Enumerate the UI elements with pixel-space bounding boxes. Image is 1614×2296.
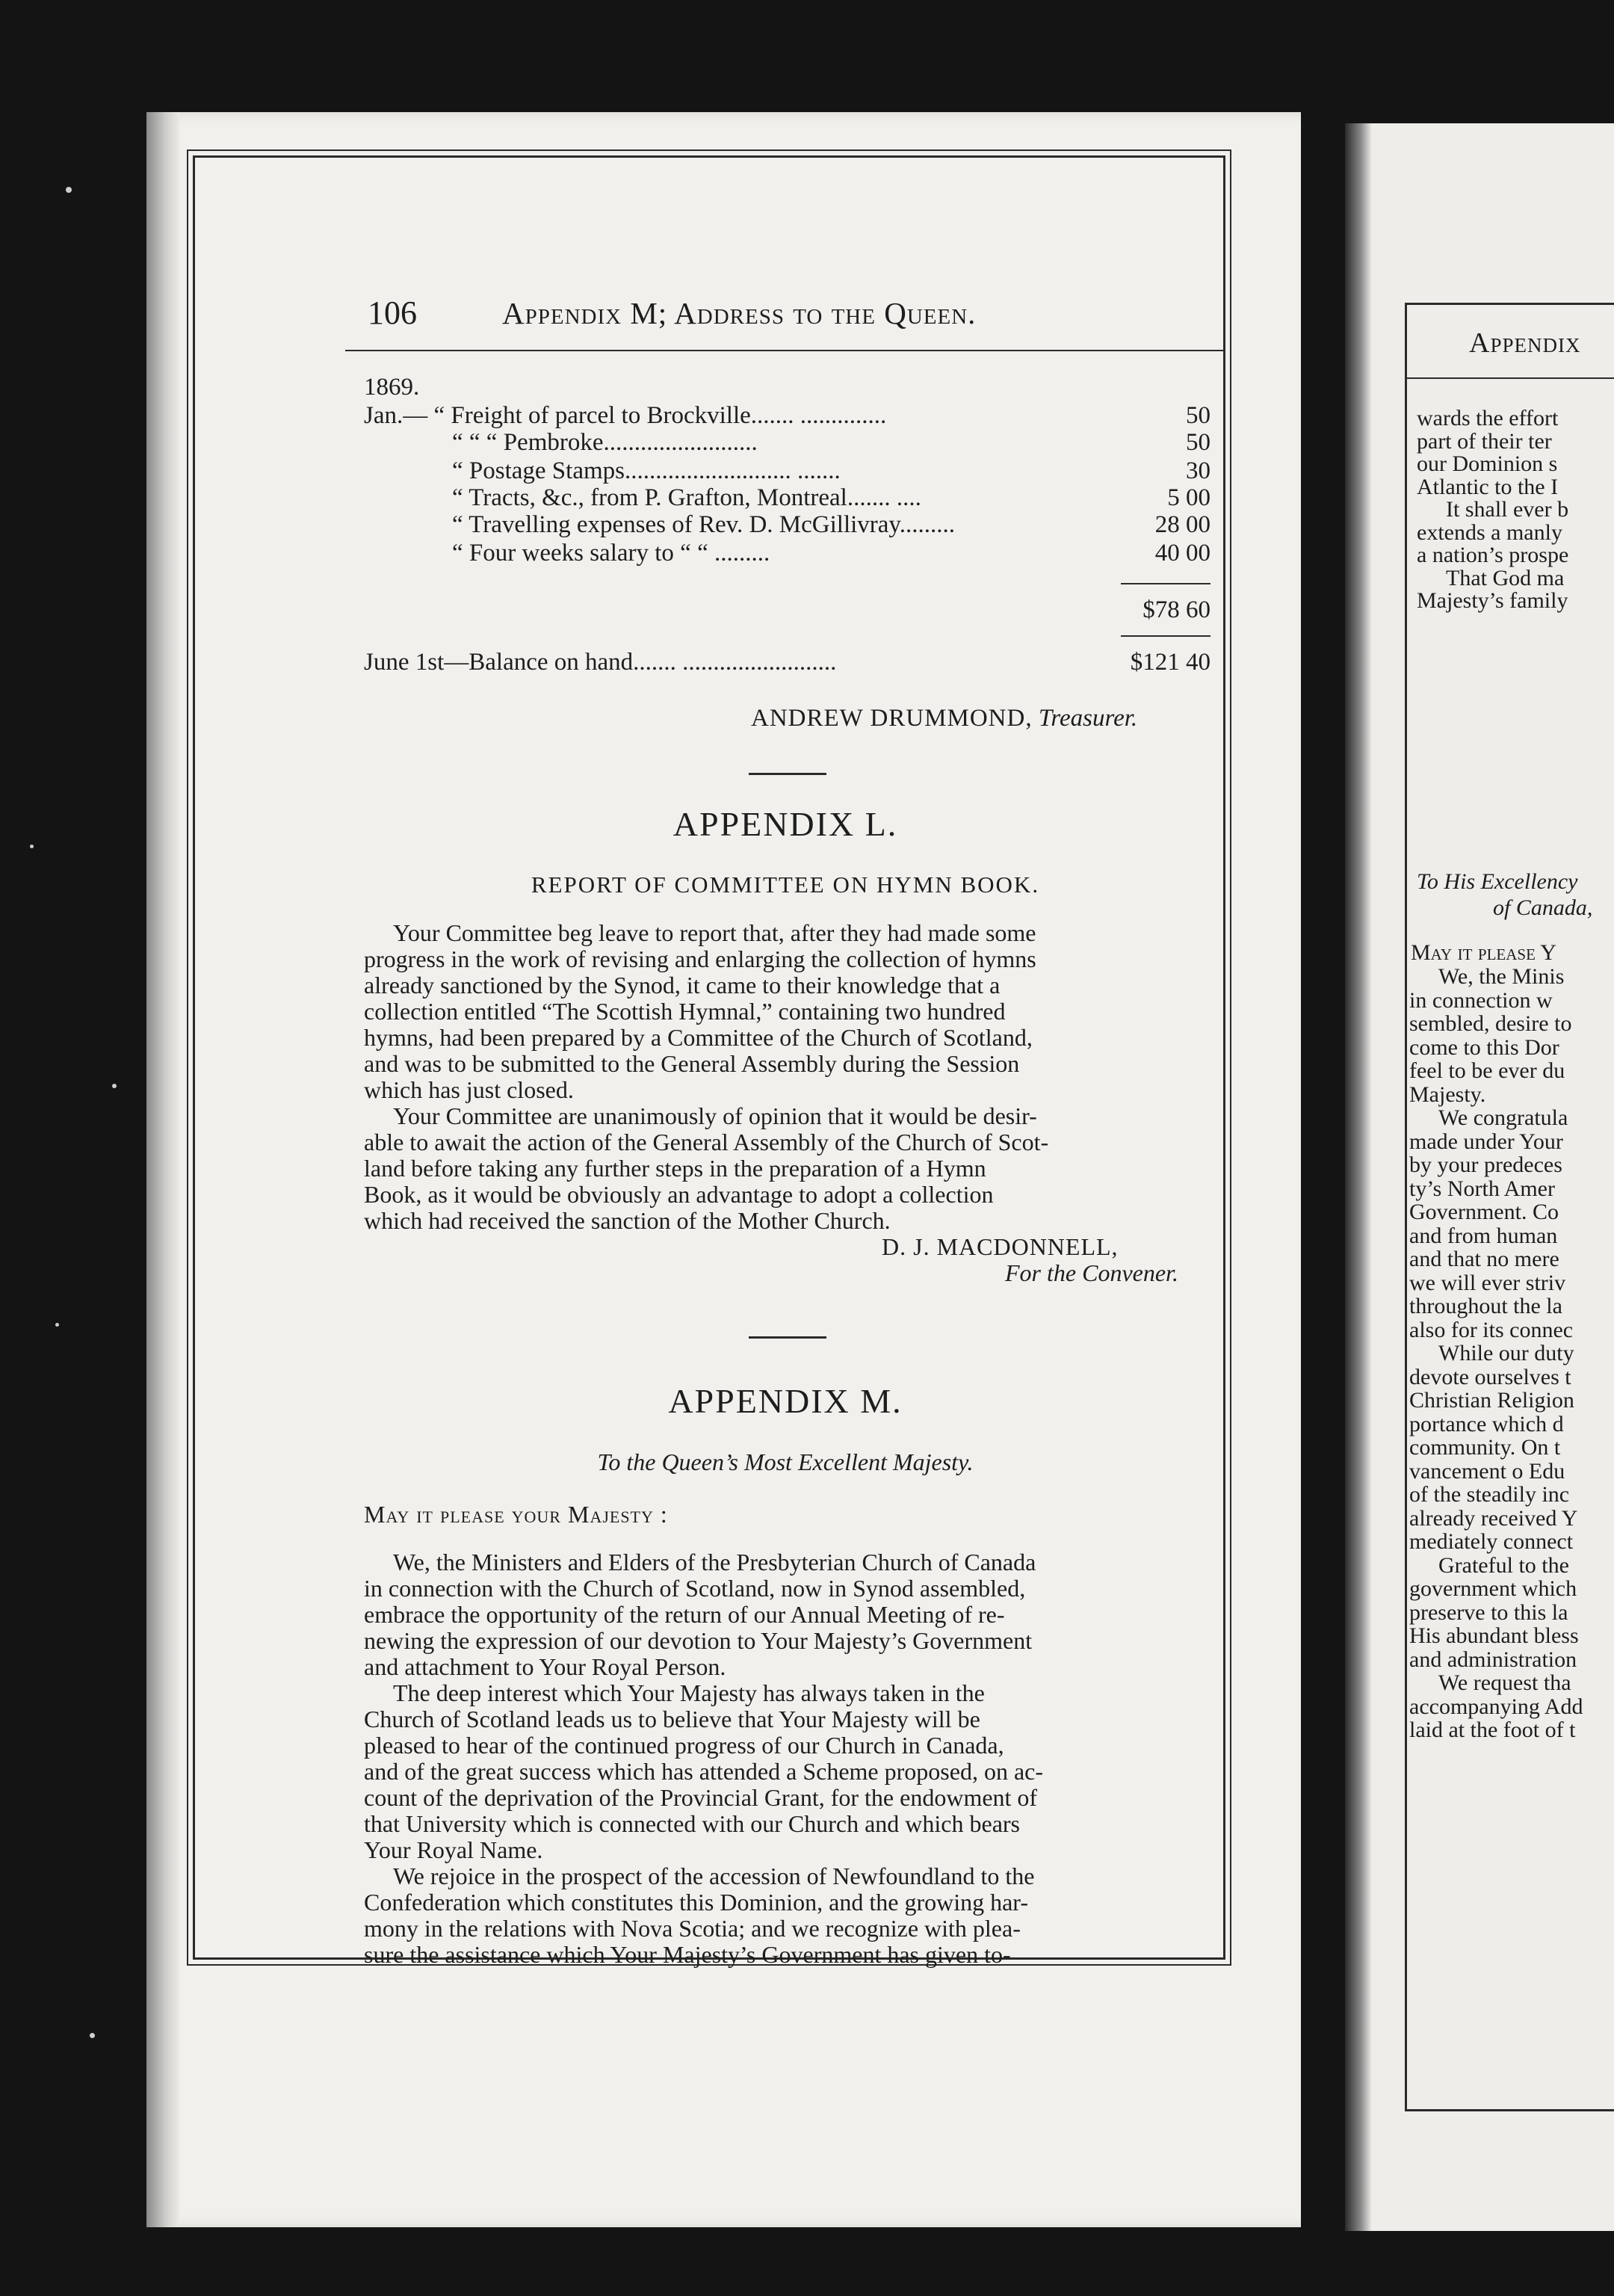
right-body-line: That God ma <box>1446 565 1565 590</box>
appendix-l-heading: APPENDIX L. <box>672 805 898 843</box>
right-body-line: portance which d <box>1409 1411 1564 1436</box>
body-line: Your Committee beg leave to report that, after they had made some <box>393 919 1036 946</box>
body-line: count of the deprivation of the Provincial Grant, for the endowment of <box>364 1784 1038 1811</box>
right-body-line: a nation’s prospe <box>1417 543 1569 567</box>
appendix-l-subheading: REPORT OF COMMITTEE ON HYMN BOOK. <box>531 871 1040 898</box>
account-row-amount: 50 <box>1186 429 1210 456</box>
account-row-label: “ Travelling expenses of Rev. D. McGillivray......... <box>452 511 956 538</box>
right-body-line: government which <box>1409 1576 1577 1601</box>
balance-label: June 1st—Balance on hand....... ......................... <box>364 649 837 676</box>
dust-speck <box>55 1323 59 1327</box>
account-row-label: “ Postage Stamps........................... ....... <box>452 457 841 484</box>
account-row-amount: 30 <box>1186 457 1210 484</box>
convener-name: D. J. MACDONNELL, <box>882 1233 1119 1260</box>
body-line: Your Committee are unanimously of opinion that it would be desir- <box>393 1102 1037 1129</box>
body-line: Confederation which constitutes this Dominion, and the growing har- <box>364 1889 1028 1916</box>
right-address-to: of Canada, <box>1493 895 1593 920</box>
right-body-line: already received Y <box>1409 1505 1578 1531</box>
dust-speck <box>66 187 72 193</box>
account-total: $78 60 <box>1143 596 1210 623</box>
right-body-line: wards the effort <box>1417 406 1559 430</box>
body-line: mony in the relations with Nova Scotia; and we recognize with plea- <box>364 1915 1021 1942</box>
right-body-line: ty’s North Amer <box>1409 1176 1555 1201</box>
right-body-line: preserve to this la <box>1409 1599 1568 1625</box>
body-line: land before taking any further steps in the preparation of a Hymn <box>364 1155 986 1182</box>
right-body-line: We request tha <box>1438 1670 1571 1695</box>
account-row-amount: 40 00 <box>1154 540 1210 567</box>
right-body-line: Majesty’s family <box>1417 588 1568 613</box>
body-line: progress in the work of revising and enlarging the collection of hymns <box>364 945 1036 972</box>
running-head: Appendix M; Address to the Queen. <box>502 296 977 330</box>
body-line: embrace the opportunity of the return of our Annual Meeting of re- <box>364 1601 1005 1628</box>
body-line: pleased to hear of the continued progress of our Church in Canada, <box>364 1732 1004 1759</box>
section-divider <box>749 1336 826 1339</box>
body-line: collection entitled “The Scottish Hymnal,” containing two hundred <box>364 998 1006 1025</box>
right-body-line: laid at the foot of t <box>1409 1718 1576 1742</box>
right-body-line: in connection w <box>1409 987 1553 1013</box>
right-running-head: Appendix <box>1469 327 1581 359</box>
body-line: and attachment to Your Royal Person. <box>364 1653 726 1680</box>
right-body-line: we will ever striv <box>1409 1270 1566 1295</box>
right-body-line: We, the Minis <box>1438 964 1565 989</box>
right-body-line: devote ourselves t <box>1409 1364 1571 1389</box>
sum-rule <box>1121 583 1210 584</box>
account-row-amount: 28 00 <box>1154 511 1210 538</box>
treasurer-name: ANDREW DRUMMOND, <box>751 705 1033 732</box>
right-body-line: We congratula <box>1438 1105 1568 1130</box>
body-line: The deep interest which Your Majesty has always taken in the <box>393 1679 985 1706</box>
balance-amount: $121 40 <box>1130 649 1210 676</box>
right-body-line: and that no mere <box>1409 1247 1559 1271</box>
right-body-line: Grateful to the <box>1438 1552 1569 1578</box>
right-salutation: May it please Y <box>1411 940 1556 965</box>
right-body-line: our Dominion s <box>1417 451 1558 476</box>
body-line: in connection with the Church of Scotland, now in Synod assembled, <box>364 1575 1026 1602</box>
body-line: and was to be submitted to the General Assembly during the Session <box>364 1050 1020 1077</box>
account-row-label: “ “ “ Pembroke......................... <box>452 429 758 456</box>
right-body-line: community. On t <box>1409 1435 1561 1460</box>
body-line: which has just closed. <box>364 1076 574 1103</box>
account-row-label: “ Four weeks salary to “ “ ......... <box>452 540 770 567</box>
right-body-line: Majesty. <box>1409 1081 1486 1107</box>
dust-speck <box>112 1084 117 1088</box>
dedication: To the Queen’s Most Excellent Majesty. <box>597 1448 974 1475</box>
right-body-line: vancement o Edu <box>1409 1458 1565 1484</box>
body-line: already sanctioned by the Synod, it came to their knowledge that a <box>364 972 1001 999</box>
section-divider <box>749 773 826 775</box>
body-line: Your Royal Name. <box>364 1836 543 1863</box>
right-body-line: throughout the la <box>1409 1294 1562 1318</box>
right-body-line: His abundant bless <box>1409 1623 1579 1648</box>
sum-rule <box>1121 635 1210 637</box>
right-body-line: part of their ter <box>1417 428 1552 454</box>
salutation: May it please your Majesty : <box>364 1501 668 1528</box>
right-body-line: It shall ever b <box>1446 497 1569 522</box>
right-address-to: To His Excellency <box>1417 869 1578 894</box>
right-body-line: sembled, desire to <box>1409 1011 1572 1036</box>
right-body-line: and administration <box>1409 1647 1577 1672</box>
body-line: sure the assistance which Your Majesty’s Government has given to- <box>364 1941 1011 1968</box>
body-line: which had received the sanction of the Mother Church. <box>364 1207 891 1234</box>
account-year: 1869. <box>364 374 420 401</box>
treasurer-signature <box>751 706 1137 731</box>
dust-speck <box>90 2033 95 2038</box>
appendix-m-heading: APPENDIX M. <box>668 1382 903 1420</box>
body-line: and of the great success which has attended a Scheme proposed, on ac- <box>364 1758 1043 1785</box>
header-rule <box>345 350 1225 351</box>
right-body-line: accompanying Add <box>1409 1694 1583 1719</box>
account-row-label: Jan.— “ Freight of parcel to Brockville....... .............. <box>364 402 887 429</box>
right-body-line: mediately connect <box>1409 1529 1574 1554</box>
body-line: newing the expression of our devotion to Your Majesty’s Government <box>364 1627 1033 1654</box>
right-body-line: also for its connec <box>1409 1317 1574 1342</box>
account-row-amount: 5 00 <box>1167 484 1210 511</box>
body-line: able to await the action of the General Assembly of the Church of Scot- <box>364 1129 1049 1155</box>
account-row-label: “ Tracts, &c., from P. Grafton, Montreal....... .... <box>452 484 921 511</box>
body-line: We rejoice in the prospect of the accession of Newfoundland to the <box>393 1863 1035 1889</box>
dust-speck <box>30 845 34 848</box>
right-header-rule <box>1405 377 1614 379</box>
right-body-line: made under Your <box>1409 1129 1563 1154</box>
right-body-line: extends a manly <box>1417 519 1562 545</box>
right-body-line: come to this Dor <box>1409 1034 1559 1060</box>
right-body-line: by your predeces <box>1409 1152 1562 1177</box>
right-body-line: Government. Co <box>1409 1200 1559 1224</box>
body-line: Book, as it would be obviously an advantage to adopt a collection <box>364 1181 994 1208</box>
right-body-line: feel to be ever du <box>1409 1058 1565 1083</box>
page-number: 106 <box>368 294 417 331</box>
account-row-amount: 50 <box>1186 402 1210 429</box>
convener-role: For the Convener. <box>1005 1259 1178 1286</box>
right-body-line: Christian Religion <box>1409 1388 1574 1413</box>
right-body-line: of the steadily inc <box>1409 1482 1570 1507</box>
right-body-line: and from human <box>1409 1223 1558 1248</box>
body-line: hymns, had been prepared by a Committee of the Church of Scotland, <box>364 1024 1033 1051</box>
body-line: We, the Ministers and Elders of the Presbyterian Church of Canada <box>393 1549 1036 1576</box>
treasurer-role: Treasurer. <box>1038 705 1138 732</box>
right-body-line: Atlantic to the I <box>1417 474 1559 499</box>
right-body-line: While our duty <box>1438 1341 1574 1365</box>
body-line: that University which is connected with our Church and which bears <box>364 1810 1020 1837</box>
body-line: Church of Scotland leads us to believe that Your Majesty will be <box>364 1706 980 1732</box>
